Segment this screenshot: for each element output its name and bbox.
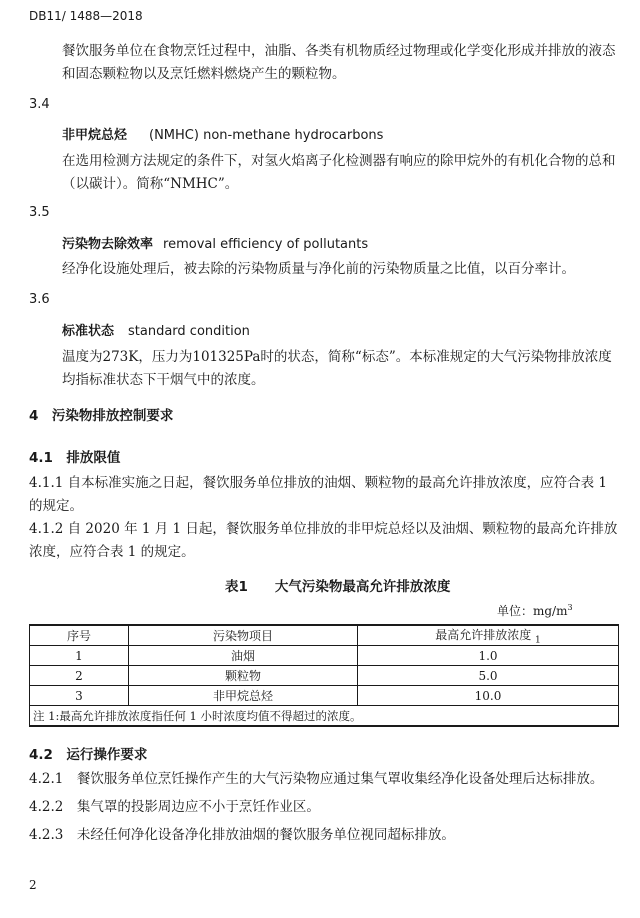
- clause-4-2-1: 4.2.1 餐饮服务单位烹饪操作产生的大气污染物应通过集气罩收集经净化设备处理后达标排放。: [29, 771, 604, 787]
- section-4-title: 4 污染物排放控制要求: [29, 408, 174, 424]
- clause-4-2-3: 4.2.3 未经任何净化设备净化排放油烟的餐饮服务单位视同超标排放。: [29, 827, 455, 843]
- document-code: DB11/ 1488—2018: [29, 9, 143, 23]
- header-index: 序号: [30, 625, 129, 646]
- clause-4-1-2: 4.1.2 自 2020 年 1 月 1 日起，餐饮服务单位排放的非甲烷总烃以及油烟、颗粒物的最高允许排放浓度，应符合表 1 的规定。: [29, 521, 618, 560]
- intro-paragraph: 餐饮服务单位在食物烹饪过程中，油脂、各类有机物质经过物理或化学变化形成并排放的液态和固态颗粒物以及烹饪燃料燃烧产生的颗粒物。: [62, 43, 616, 82]
- cell-value: 5.0: [358, 666, 619, 686]
- table-1-unit: 单位：$mg/m^3$: [497, 603, 573, 618]
- section-4-2-title: 4.2 运行操作要求: [29, 747, 148, 763]
- header-max-concentration: 最高允许排放浓度 $_1$: [358, 625, 619, 646]
- cell-index: 2: [30, 666, 129, 686]
- table-1-caption: 表1 大气污染物最高允许排放浓度: [225, 579, 451, 595]
- cell-pollutant: 非甲烷总烃: [129, 686, 358, 706]
- table-row: [30, 666, 619, 686]
- section-3-4-number: 3.4: [29, 97, 50, 112]
- cell-value: 10.0: [358, 686, 619, 706]
- table-1: [29, 624, 619, 727]
- table-note-row: [30, 706, 619, 727]
- definition-3-6: 温度为273K，压力为101325Pa时的状态，简称“标态”。本标准规定的大气污染物排放浓度均指标准状态下干烟气中的浓度。: [62, 349, 612, 388]
- term-3-4-cn: 非甲烷总烃: [62, 128, 128, 143]
- cell-value: 1.0: [358, 646, 619, 666]
- cell-index: 3: [30, 686, 129, 706]
- table-note: 注 1:最高允许排放浓度指任何 1 小时浓度均值不得超过的浓度。: [30, 706, 619, 727]
- table-row: [30, 646, 619, 666]
- section-4-1-title: 4.1 排放限值: [29, 450, 121, 466]
- term-3-4: [62, 124, 383, 143]
- term-3-5-cn: 污染物去除效率: [62, 237, 154, 252]
- cell-pollutant: 油烟: [129, 646, 358, 666]
- cell-pollutant: 颗粒物: [129, 666, 358, 686]
- definition-3-5: 经净化设施处理后，被去除的污染物质量与净化前的污染物质量之比值，以百分率计。: [62, 261, 575, 277]
- term-3-5-en: removal efficiency of pollutants: [163, 237, 369, 252]
- table-header-row: [30, 625, 619, 646]
- clause-4-1-1: 4.1.1 自本标准实施之日起，餐饮服务单位排放的油烟、颗粒物的最高允许排放浓度，应符合表 1 的规定。: [29, 475, 608, 514]
- term-3-6: [62, 320, 250, 339]
- section-3-6-number: 3.6: [29, 292, 50, 307]
- term-3-4-en: (NMHC) non-methane hydrocarbons: [149, 128, 384, 143]
- term-3-5: [62, 233, 368, 252]
- table-row: [30, 686, 619, 706]
- section-3-5-number: 3.5: [29, 205, 50, 220]
- clause-4-2-2: 4.2.2 集气罩的投影周边应不小于烹饪作业区。: [29, 799, 320, 815]
- header-pollutant: 污染物项目: [129, 625, 358, 646]
- term-3-6-cn: 标准状态: [62, 324, 115, 339]
- cell-index: 1: [30, 646, 129, 666]
- term-3-6-en: standard condition: [128, 324, 250, 339]
- page-number: 2: [29, 878, 37, 892]
- definition-3-4: 在选用检测方法规定的条件下，对氢火焰离子化检测器有响应的除甲烷外的有机化合物的总和（以碳计）。简称“NMHC”。: [62, 153, 616, 192]
